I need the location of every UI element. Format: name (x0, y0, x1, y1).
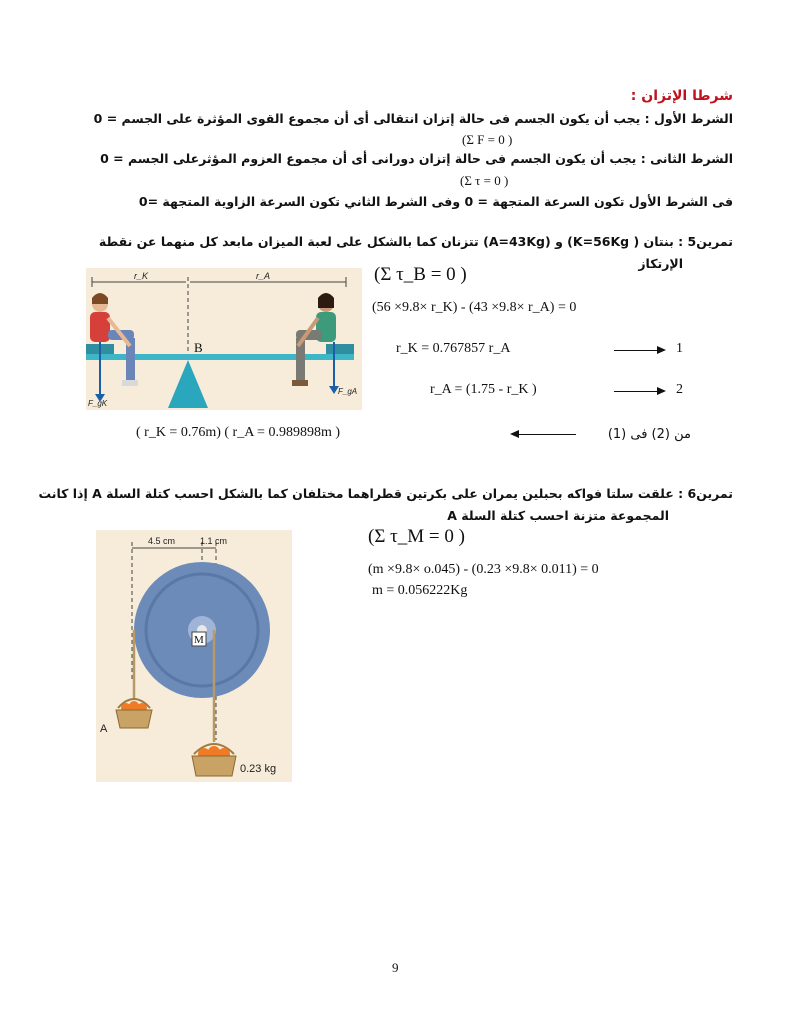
arrow-right-icon (614, 391, 664, 392)
section-heading: شرطا الإتزان : (630, 88, 733, 104)
condition-note: فى الشرط الأول تكون السرعة المتجهة = 0 وفى الشرط الثاني تكون السرعة الزاوية المتجهة =0 (138, 194, 733, 209)
exercise-5-torque-equation: (56 ×9.8× r_K) - (43 ×9.8× r_A) = 0 (372, 300, 577, 315)
exercise-5-text-line2: الإرتكاز (638, 256, 683, 271)
exercise-5-result: ( r_K = 0.76m) ( r_A = 0.989898m ) (136, 425, 340, 440)
seesaw-figure (86, 268, 362, 410)
basket-mass-label: 0.23 kg (240, 763, 277, 775)
exercise-6-torque-equation: (m ×9.8× o.045) - (0.23 ×9.8× 0.011) = 0 (368, 562, 599, 577)
condition-1-equation: (Σ F = 0 ) (462, 132, 513, 147)
exercise-6-text-line2: المجموعة متزنة احسب كتلة السلة A (447, 508, 669, 523)
pivot-b-label: B (194, 340, 203, 355)
fgk-label: F_gK (88, 399, 108, 408)
basket-icon (192, 744, 236, 776)
condition-2-text: الشرط الثانى : يجب أن يكون الجسم فى حالة إتزان دورانى أى أن مجموع العزوم المؤثرعلى الجسم = 0 (100, 151, 733, 166)
substitution-note: من (2) فى (1) (607, 427, 691, 442)
condition-1-text: الشرط الأول : يجب أن يكون الجسم فى حالة إتزان انتقالى أى أن مجموع القوى المؤثرة على الجسم = 0 (93, 111, 733, 126)
arrow-right-icon (614, 350, 664, 351)
exercise-5-sum-equation: (Σ τ_B = 0 ) (374, 264, 467, 285)
dimension-1-1cm: 1.1 cm (200, 536, 228, 546)
exercise-6-text: تمرين6 : علقت سلتا فواكه بحبلين يمران على بكرتين قطراهما مختلفان كما بالشكل احسب كتلة السلة A إذا كانت (38, 486, 733, 501)
exercise-5-equation-2: r_A = (1.75 - r_K ) (430, 382, 537, 397)
pivot-m-label: M (194, 634, 204, 646)
page-number: 9 (392, 960, 399, 975)
exercise-5-text: تمرين5 : بنتان ( K=56Kg) و (A=43Kg) تتزنان كما بالشكل على لعبة الميزان مابعد كل منهما عن نقطة (98, 234, 733, 249)
exercise-6-result: m = 0.056222Kg (372, 583, 468, 598)
exercise-6-sum-equation: (Σ τ_M = 0 ) (368, 526, 465, 547)
basket-a-label: A (100, 723, 108, 735)
ra-label: r_A (256, 271, 271, 281)
equation-2-number: 2 (676, 382, 683, 397)
equation-1-number: 1 (676, 341, 683, 356)
arrow-left-icon (512, 434, 576, 435)
basket-a-icon (116, 699, 152, 728)
fga-label: F_gA (338, 387, 358, 396)
pulley-figure (96, 530, 292, 782)
exercise-5-equation-1: r_K = 0.767857 r_A (396, 341, 511, 356)
dimension-4-5cm: 4.5 cm (148, 536, 176, 546)
rk-label: r_K (134, 271, 149, 281)
condition-2-equation: (Σ τ = 0 ) (460, 173, 509, 188)
